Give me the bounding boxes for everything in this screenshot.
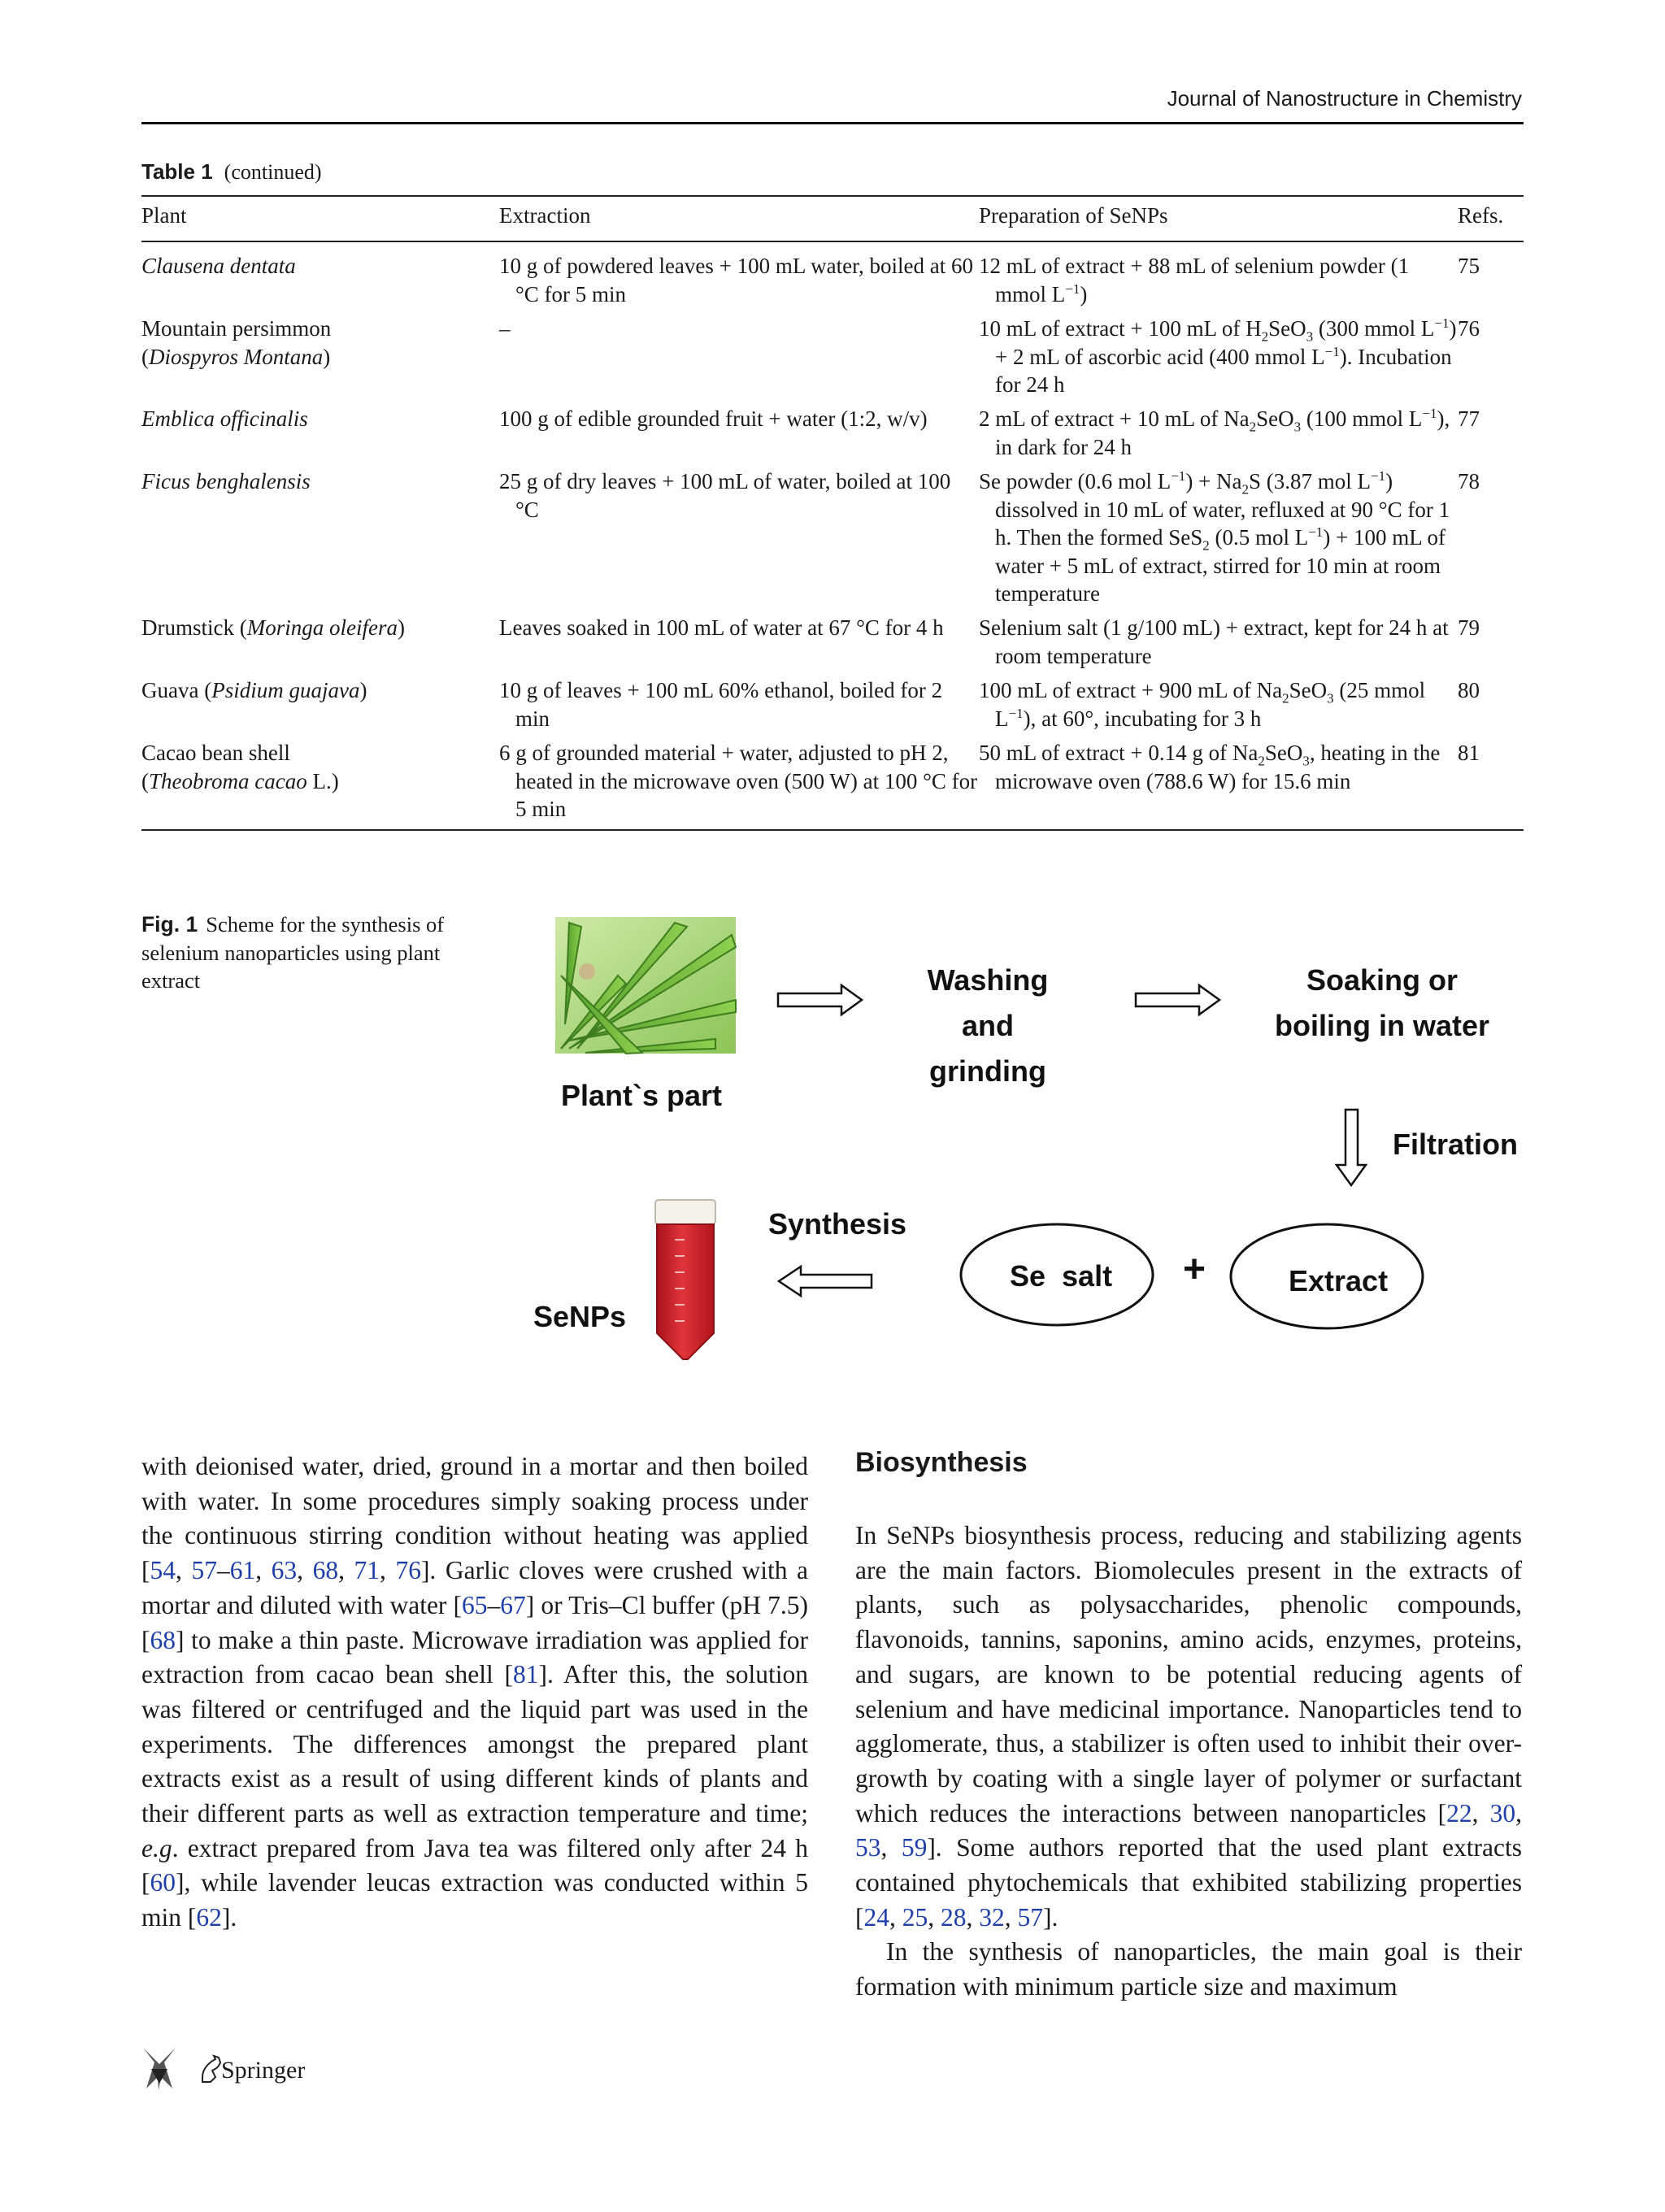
inline-text: 2 bbox=[1261, 328, 1269, 345]
inline-text: e.g bbox=[141, 1833, 172, 1862]
cell-extraction: 10 g of leaves + 100 mL 60% ethanol, boiled for 2 min bbox=[499, 678, 943, 731]
inline-text: 2 bbox=[1249, 419, 1257, 435]
citation-link[interactable]: 62 bbox=[196, 1903, 222, 1932]
cell-extraction: 6 g of grounded material + water, adjusted to pH 2, heated in the microwave oven (500 W) at 100 °C for 5 min bbox=[499, 741, 978, 821]
cell-preparation: Se powder (0.6 mol $L^{-1}) + Na_2S$ (3.87 mol $L^{-1}$) dissolved in 10 mL of water, refluxed at 90 °C for 1 h. Then the formed SeS$_2$ (0.5 mol $L^{-1}) + 100$ mL of water + 5 mL of extract, stirred for 10 min at room temperature bbox=[979, 468, 1450, 606]
inline-text: 2 bbox=[1241, 481, 1250, 498]
cell-ref: 77 bbox=[1458, 406, 1480, 431]
inline-text: 3 bbox=[1327, 690, 1334, 706]
test-tube-icon bbox=[655, 1200, 715, 1359]
inline-text: 2 bbox=[1202, 537, 1210, 554]
cell-preparation: 50 mL of extract + 0.14 g of $Na_2SeO_3$, heating in the microwave oven (788.6 W) for 15.6 min bbox=[979, 741, 1441, 793]
left-arrow-icon bbox=[779, 1267, 872, 1296]
cell-ref: 79 bbox=[1458, 615, 1480, 640]
soaking-boiling-label: Soaking or boiling in water bbox=[1274, 963, 1489, 1042]
plant-part-label: Plant`s part bbox=[561, 1079, 723, 1112]
inline-text: Ficus benghalensis bbox=[141, 469, 311, 493]
inline-text: 3 bbox=[1306, 328, 1314, 345]
inline-text: −1 bbox=[1434, 315, 1450, 331]
inline-text: Theobroma cacao bbox=[149, 768, 307, 793]
body-left-column bbox=[141, 1449, 808, 1936]
citation-link[interactable]: 28 bbox=[941, 1902, 967, 1932]
inline-text: 3 bbox=[1302, 753, 1310, 769]
cell-plant: Drumstick (Moringa oleifera) bbox=[141, 615, 405, 640]
citation-link[interactable]: 65 bbox=[462, 1590, 488, 1619]
senps-label: SeNPs bbox=[533, 1300, 627, 1333]
cell-extraction: Leaves soaked in 100 mL of water at 67 °C for 4 h bbox=[499, 615, 944, 640]
right-arrow-icon bbox=[1136, 985, 1219, 1015]
plus-icon: + bbox=[1183, 1248, 1206, 1291]
filtration-label: Filtration bbox=[1393, 1128, 1518, 1161]
table-caption-text: (continued) bbox=[224, 160, 322, 184]
cell-plant: Cacao bean shell (Theobroma cacao L.) bbox=[141, 741, 339, 793]
inline-text: Diospyros Montana bbox=[149, 344, 324, 369]
plant-image bbox=[555, 917, 736, 1054]
inline-text: Emblica officinalis bbox=[141, 406, 308, 431]
citation-link[interactable]: 61 bbox=[229, 1556, 256, 1585]
cell-ref: 81 bbox=[1458, 741, 1480, 765]
body-right-column bbox=[855, 1519, 1522, 2005]
column-header-preparation: Preparation of SeNPs bbox=[979, 203, 1168, 228]
inline-text: 2 bbox=[1282, 690, 1289, 706]
extract-label: Extract bbox=[1289, 1264, 1389, 1297]
citation-link[interactable]: 67 bbox=[500, 1590, 526, 1619]
figure-caption-text: Scheme for the synthesis of selenium nanoparticles using plant extract bbox=[141, 912, 445, 993]
cell-plant: Mountain persimmon (Diospyros Montana) bbox=[141, 316, 332, 369]
citation-link[interactable]: 53 bbox=[855, 1833, 881, 1862]
table-label: Table 1 bbox=[141, 159, 213, 184]
cell-preparation: 10 mL of extract + 100 mL of $H_2SeO_3$ (300 mmol $L^{-1}) + 2$ mL of ascorbic acid (400 mmol $L^{-1}$). Incubation for 24 h bbox=[979, 315, 1457, 397]
cell-preparation: 100 mL of extract + 900 mL of $Na_2SeO_3$ (25 mmol $L^{-1}$), at 60°, incubating for 3 h bbox=[979, 678, 1426, 731]
citation-link[interactable]: 22 bbox=[1446, 1798, 1472, 1827]
cell-extraction: 10 g of powdered leaves + 100 mL water, boiled at 60 °C for 5 min bbox=[499, 254, 973, 306]
column-header-plant: Plant bbox=[141, 203, 187, 228]
citation-link[interactable]: 68 bbox=[312, 1556, 339, 1585]
citation-link[interactable]: 54 bbox=[150, 1556, 176, 1585]
inline-text: −1 bbox=[1308, 524, 1324, 540]
citation-link[interactable]: 59 bbox=[901, 1833, 928, 1862]
cell-preparation: 12 mL of extract + 88 mL of selenium powder (1 mmol $L^{-1}$) bbox=[979, 254, 1410, 306]
citation-link[interactable]: 30 bbox=[1489, 1798, 1516, 1827]
column-header-extraction: Extraction bbox=[499, 203, 591, 228]
cell-ref: 80 bbox=[1458, 678, 1480, 702]
citation-link[interactable]: 76 bbox=[395, 1556, 421, 1585]
cell-plant: Guava (Psidium guajava) bbox=[141, 678, 367, 702]
se-salt-label: Se salt bbox=[1010, 1259, 1113, 1293]
cell-extraction: 100 g of edible grounded fruit + water (1:2, w/v) bbox=[499, 406, 928, 431]
cell-extraction: 25 g of dry leaves + 100 mL of water, boiled at 100 °C bbox=[499, 469, 951, 522]
inline-text: −1 bbox=[1324, 343, 1340, 359]
down-arrow-icon bbox=[1337, 1110, 1366, 1185]
citation-link[interactable]: 57 bbox=[191, 1556, 217, 1585]
citation-link[interactable]: 57 bbox=[1017, 1902, 1043, 1932]
journal-title: Journal of Nanostructure in Chemistry bbox=[1167, 86, 1522, 111]
paragraph: with deionised water, dried, ground in a mortar and then boiled with water. In some procedures simply soaking process under the continuous stirring condition without heating was applied [54, 57–61, 63, 68, 71, 76]. Garlic cloves were crushed with a mortar and diluted with water [65–67] or Tris–Cl buffer (pH 7.5) [68] to make a thin paste. Microwave irradiation was applied for extraction from cacao bean shell [81]. After this, the solution was filtered or centrifuged and the liquid part was used in the experiments. The differences amongst the prepared plant extracts exist as a result of using different kinds of plants and their different parts as well as extraction temperature and time; e.g. extract prepared from Java tea was filtered only after 24 h [60], while lavender leucas extraction was conducted within 5 min [62]. bbox=[141, 1452, 808, 1932]
inline-text: −1 bbox=[1065, 280, 1080, 297]
citation-link[interactable]: 32 bbox=[979, 1902, 1005, 1932]
publisher-name: Springer bbox=[221, 2057, 306, 2084]
citation-link[interactable]: 25 bbox=[902, 1902, 928, 1932]
citation-link[interactable]: 63 bbox=[271, 1556, 298, 1585]
citation-link[interactable]: 60 bbox=[150, 1868, 176, 1897]
springer-horse-icon bbox=[198, 2053, 224, 2085]
cell-ref: 75 bbox=[1458, 254, 1480, 278]
inline-text: −1 bbox=[1371, 468, 1386, 484]
citation-link[interactable]: 68 bbox=[150, 1625, 176, 1654]
paragraph: In the synthesis of nanoparticles, the main goal is their formation with minimum particle size and maximum bbox=[855, 1937, 1522, 2001]
inline-text: 2 bbox=[1258, 753, 1265, 769]
cell-preparation: 2 mL of extract + 10 mL of $Na_2SeO_3$ (100 mmol $L^{-1}$), in dark for 24 h bbox=[979, 406, 1450, 459]
inline-text: 3 bbox=[1293, 419, 1302, 435]
publisher-logo-icon bbox=[140, 2045, 177, 2092]
section-heading-biosynthesis: Biosynthesis bbox=[855, 1447, 1028, 1478]
cell-extraction: – bbox=[499, 316, 511, 341]
cell-ref: 76 bbox=[1458, 316, 1480, 341]
inline-text: Moringa oleifera bbox=[246, 615, 398, 640]
inline-text: −1 bbox=[1008, 705, 1024, 721]
inline-text: −1 bbox=[1171, 468, 1186, 484]
cell-ref: 78 bbox=[1458, 469, 1480, 493]
citation-link[interactable]: 24 bbox=[863, 1902, 889, 1932]
citation-link[interactable]: 81 bbox=[513, 1660, 539, 1689]
synthesis-label: Synthesis bbox=[768, 1207, 907, 1241]
citation-link[interactable]: 71 bbox=[354, 1556, 380, 1585]
right-arrow-icon bbox=[778, 985, 862, 1015]
inline-text: Psidium guajava bbox=[211, 678, 360, 702]
cell-preparation: Selenium salt (1 g/100 mL) + extract, kept for 24 h at room temperature bbox=[979, 615, 1449, 668]
paragraph: In SeNPs biosynthesis process, reducing and stabilizing agents are the main factors. Biomolecules present in the extracts of plants, such as polysaccharides, phenolic compounds, flavonoids, tannins, saponins, amino acids, enzymes, proteins, and sugars, are known to be potential reducing agents of selenium and have medicinal importance. Nanoparticles tend to agglomerate, thus, a stabilizer is often used to inhibit their over-growth by coating with a single layer of polymer or surfactant which reduces the interactions between nanoparticles [22, 30, 53, 59]. Some authors reported that the used plant extracts contained phytochemicals that exhibited stabilizing properties [24, 25, 28, 32, 57]. bbox=[855, 1521, 1523, 1932]
inline-text: Clausena dentata bbox=[141, 254, 296, 278]
figure-label: Fig. 1 bbox=[141, 912, 198, 937]
inline-text: −1 bbox=[1422, 406, 1437, 421]
column-header-refs: Refs. bbox=[1458, 203, 1504, 228]
washing-grinding-label: Washing and grinding bbox=[927, 963, 1049, 1088]
